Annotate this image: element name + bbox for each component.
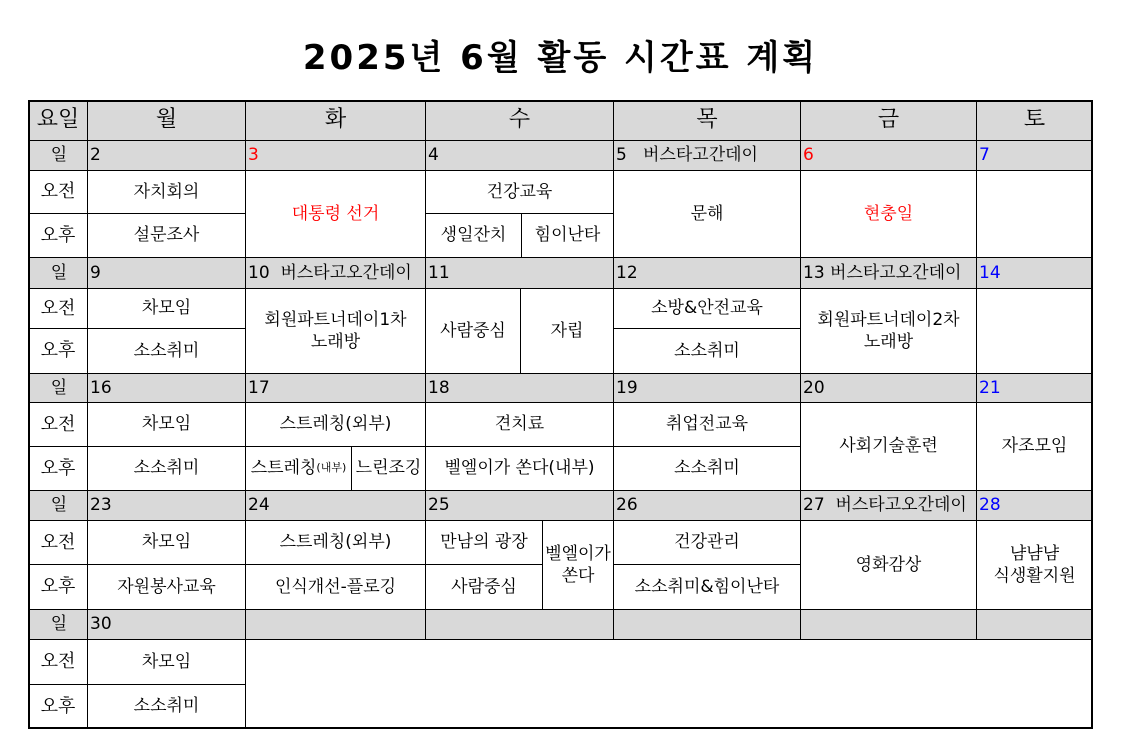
activity-cell: 소소취미	[613, 446, 801, 491]
date-cell: 25	[425, 490, 614, 521]
activity-text: 스트레칭	[250, 458, 317, 479]
activity-cell: 소소취미	[613, 328, 801, 374]
date-cell: 26	[613, 490, 801, 521]
date-cell-empty	[613, 609, 801, 640]
header-monday: 월	[87, 100, 246, 141]
date-cell-empty	[245, 609, 426, 640]
activity-cell: 소소취미&힘이난타	[613, 564, 801, 610]
date-cell: 30	[87, 609, 246, 640]
page-title: 2025년 6월 활동 시간표 계획	[302, 38, 819, 78]
activity-cell: 벨엘이가 쏜다	[542, 520, 614, 610]
activity-cell: 차모임	[87, 639, 246, 685]
header-friday: 금	[800, 100, 977, 141]
header-thursday: 목	[613, 100, 801, 141]
date-cell: 9	[87, 257, 246, 289]
activity-cell: 벨엘이가 쏜다(내부)	[425, 446, 614, 491]
activity-cell: 사람중심	[425, 564, 543, 610]
activity-cell: 자립	[520, 288, 614, 374]
date-cell: 17	[245, 373, 426, 403]
date-cell: 2	[87, 140, 246, 171]
activity-cell: 소소취미	[87, 684, 246, 729]
am-label: 오전	[28, 288, 88, 329]
activity-cell	[245, 446, 352, 491]
activity-cell: 자원봉사교육	[87, 564, 246, 610]
date-cell: 4	[425, 140, 614, 171]
activity-cell: 영화감상	[800, 520, 977, 610]
activity-cell: 소소취미	[87, 328, 246, 374]
date-cell-saturday: 14	[976, 257, 1093, 289]
header-tuesday: 화	[245, 100, 426, 141]
date-cell: 27 버스타고오간데이	[800, 490, 977, 521]
am-label: 오전	[28, 170, 88, 214]
date-cell: 23	[87, 490, 246, 521]
activity-cell: 인식개선-플로깅	[245, 564, 426, 610]
activity-cell: 차모임	[87, 288, 246, 329]
activity-cell: 건강교육	[425, 170, 614, 214]
activity-cell: 사회기술훈련	[800, 402, 977, 491]
activity-cell: 견치료	[425, 402, 614, 447]
date-cell: 19	[613, 373, 801, 403]
date-cell: 10 버스타고오간데이	[245, 257, 426, 289]
activity-cell: 생일잔치	[425, 213, 522, 258]
activity-cell: 건강관리	[613, 520, 801, 565]
date-cell: 11	[425, 257, 614, 289]
am-label: 오전	[28, 402, 88, 447]
activity-cell: 힘이난타	[521, 213, 614, 258]
empty-cell	[976, 288, 1093, 374]
date-cell-empty	[976, 609, 1093, 640]
date-cell: 13 버스타고오간데이	[800, 257, 977, 289]
date-cell-saturday: 28	[976, 490, 1093, 521]
activity-cell-holiday: 현충일	[800, 170, 977, 258]
activity-cell: 스트레칭(외부)	[245, 402, 426, 447]
date-cell: 18	[425, 373, 614, 403]
activity-cell: 사람중심	[425, 288, 521, 374]
header-wednesday: 수	[425, 100, 614, 141]
date-cell: 24	[245, 490, 426, 521]
date-cell: 12	[613, 257, 801, 289]
day-label: 일	[28, 373, 88, 403]
day-label: 일	[28, 140, 88, 171]
date-cell: 20	[800, 373, 977, 403]
activity-cell: 스트레칭(외부)	[245, 520, 426, 565]
day-label: 일	[28, 257, 88, 289]
activity-cell: 회원파트너데이1차 노래방	[245, 288, 426, 374]
activity-cell: 설문조사	[87, 213, 246, 258]
date-cell: 16	[87, 373, 246, 403]
pm-label: 오후	[28, 328, 88, 374]
date-cell-holiday: 3	[245, 140, 426, 171]
activity-cell: 취업전교육	[613, 402, 801, 447]
activity-cell: 차모임	[87, 520, 246, 565]
empty-cell	[245, 639, 1093, 729]
header-day-of-week: 요일	[28, 100, 88, 141]
activity-cell: 만남의 광장	[425, 520, 543, 565]
pm-label: 오후	[28, 684, 88, 729]
date-cell-holiday: 6	[800, 140, 977, 171]
empty-cell	[976, 170, 1093, 258]
pm-label: 오후	[28, 446, 88, 491]
activity-cell: 회원파트너데이2차 노래방	[800, 288, 977, 374]
day-label: 일	[28, 490, 88, 521]
day-label: 일	[28, 609, 88, 640]
pm-label: 오후	[28, 564, 88, 610]
am-label: 오전	[28, 520, 88, 565]
date-cell-empty	[425, 609, 614, 640]
activity-cell: 소방&안전교육	[613, 288, 801, 329]
am-label: 오전	[28, 639, 88, 685]
date-cell-saturday: 21	[976, 373, 1093, 403]
activity-cell: 냠냠냠 식생활지원	[976, 520, 1093, 610]
date-cell-empty	[800, 609, 977, 640]
header-saturday: 토	[976, 100, 1093, 141]
date-cell-saturday: 7	[976, 140, 1093, 171]
date-cell: 5 버스타고간데이	[613, 140, 801, 171]
activity-subtext: (내부)	[316, 461, 347, 475]
activity-cell: 차모임	[87, 402, 246, 447]
activity-cell-holiday: 대통령 선거	[245, 170, 426, 258]
activity-cell: 자치회의	[87, 170, 246, 214]
activity-cell: 자조모임	[976, 402, 1093, 491]
activity-cell: 문해	[613, 170, 801, 258]
activity-cell: 느린조깅	[351, 446, 426, 491]
pm-label: 오후	[28, 213, 88, 258]
activity-cell: 소소취미	[87, 446, 246, 491]
